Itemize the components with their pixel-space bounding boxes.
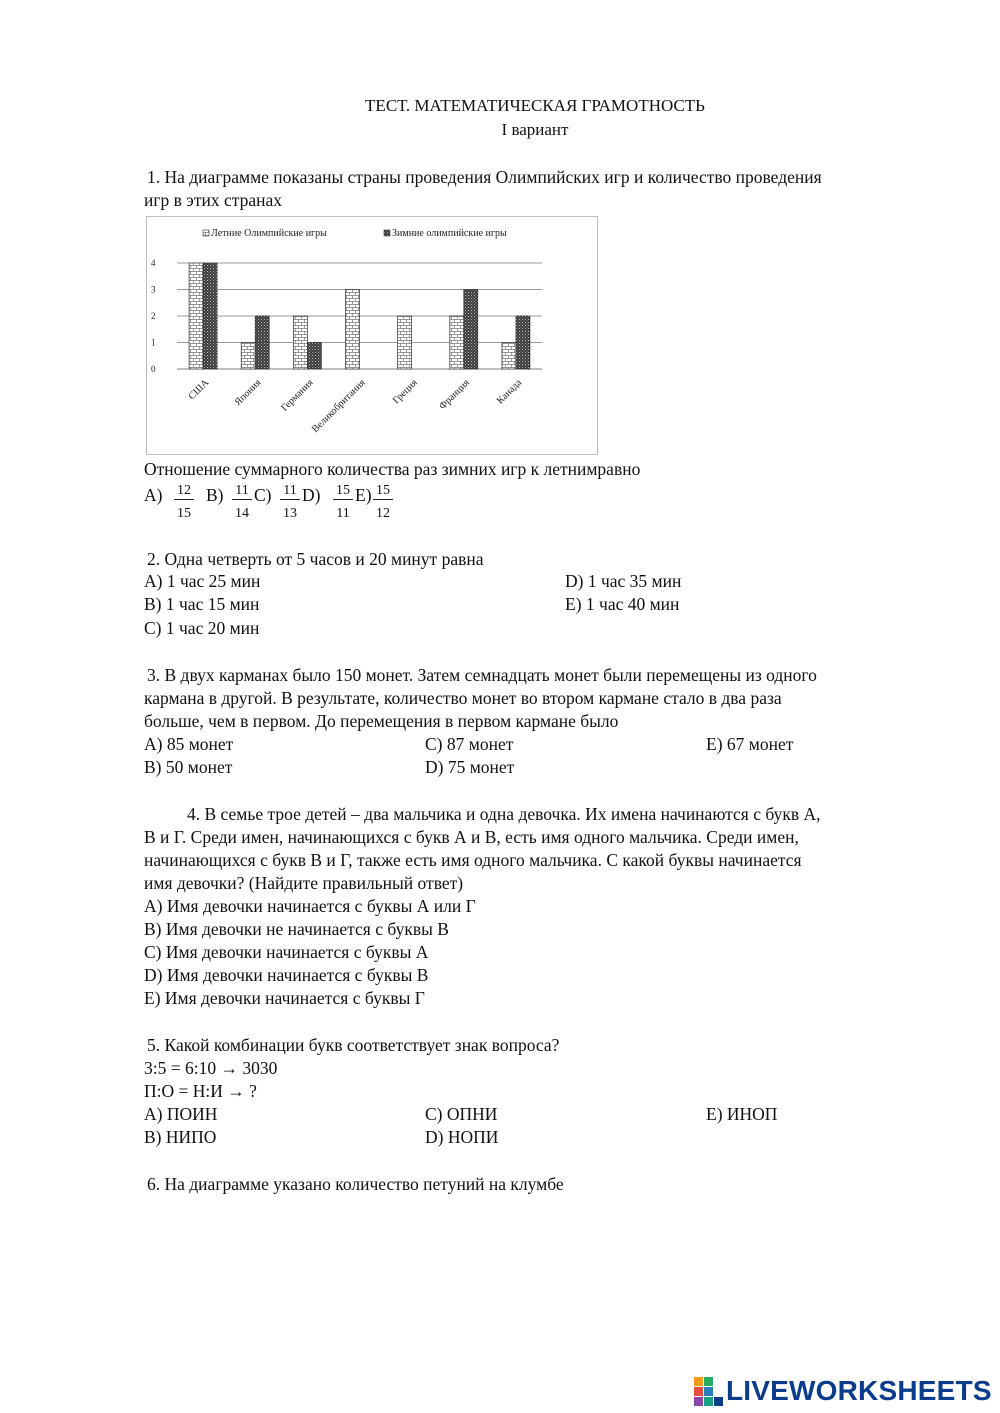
q3-option-b[interactable]: B) 50 монет: [144, 757, 233, 777]
q3-line2: кармана в другой. В результате, количество монет во втором кармане стало в два раза: [144, 688, 782, 708]
q1-option-b-den: 14: [235, 506, 249, 521]
q1-option-e-label: E): [355, 485, 372, 505]
q6-text: 6. На диаграмме указано количество петуний на клумбе: [147, 1174, 564, 1194]
q4-line1: 4. В семье трое детей – два мальчика и одна девочка. Их имена начинаются с букв А,: [187, 804, 821, 824]
q1-option-a-den: 15: [177, 506, 191, 521]
y-tick-label: 0: [151, 364, 156, 374]
q1-option-d-num: 15: [333, 483, 353, 500]
q2-option-d[interactable]: D) 1 час 35 мин: [565, 571, 682, 591]
y-tick-label: 4: [151, 258, 156, 268]
q4-option-b[interactable]: B) Имя девочки не начинается с буквы В: [144, 919, 449, 939]
bar-summer: [241, 343, 255, 370]
q1-option-b-fraction[interactable]: [232, 483, 252, 522]
q3-option-d[interactable]: D) 75 монет: [425, 757, 515, 777]
q4-line4: имя девочки? (Найдите правильный ответ): [144, 873, 464, 893]
bar-winter: [516, 316, 530, 369]
x-tick-label: Германия: [279, 377, 316, 414]
bar-winter: [255, 316, 269, 369]
q5-option-a[interactable]: A) ПОИН: [144, 1104, 218, 1124]
x-tick-label: Греция: [390, 377, 420, 407]
page-title: ТЕСТ. МАТЕМАТИЧЕСКАЯ ГРАМОТНОСТЬ: [365, 96, 705, 115]
y-tick-label: 3: [151, 284, 156, 295]
q1-option-c-num: 11: [280, 483, 300, 500]
q1-option-e-num: 15: [373, 483, 393, 500]
q1-option-e-den: 12: [376, 506, 390, 521]
q1-option-d-fraction[interactable]: [333, 483, 353, 522]
q3-option-c[interactable]: C) 87 монет: [425, 734, 514, 754]
x-tick-label: Япония: [232, 377, 264, 408]
x-tick-label: Канада: [494, 377, 525, 407]
legend-label: Летние Олимпийские игры: [211, 228, 327, 239]
chart-svg: [147, 217, 597, 454]
q1-option-c-fraction[interactable]: [280, 483, 300, 522]
q2-option-a[interactable]: A) 1 час 25 мин: [144, 571, 261, 591]
q1-option-c-label: C): [254, 485, 272, 505]
chart-x-labels: [186, 377, 524, 435]
q5-example: 3:5 = 6:10 → 3030: [144, 1058, 278, 1078]
q5-puzzle: П:О = Н:И → ?: [144, 1081, 257, 1101]
q1-text-line2: игр в этих странах: [144, 190, 282, 210]
x-tick-label: Франция: [437, 377, 472, 412]
y-tick-label: 2: [151, 311, 156, 321]
q5-option-b[interactable]: B) НИПО: [144, 1127, 217, 1147]
q4-option-e[interactable]: E) Имя девочки начинается с буквы Г: [144, 988, 425, 1008]
q3-option-e[interactable]: E) 67 монет: [706, 734, 794, 754]
olympics-bar-chart: [146, 216, 598, 455]
q1-question: Отношение суммарного количества раз зимних игр к летнимравно: [144, 459, 641, 479]
bar-summer: [502, 343, 516, 370]
q4-option-c[interactable]: C) Имя девочки начинается с буквы А: [144, 942, 429, 962]
legend-label: Зимние олимпийские игры: [392, 228, 507, 239]
q4-line3: начинающихся с букв В и Г, также есть имя одного мальчика. С какой буквы начинается: [144, 850, 802, 870]
bar-winter: [203, 263, 217, 369]
q1-option-d-label: D): [302, 485, 321, 505]
q4-option-a[interactable]: A) Имя девочки начинается с буквы А или Г: [144, 896, 476, 916]
q3-option-a[interactable]: A) 85 монет: [144, 734, 234, 754]
chart-legend: [203, 228, 507, 239]
liveworksheets-logo-icon: [694, 1377, 724, 1411]
q1-text-line1: 1. На диаграмме показаны страны проведения Олимпийских игр и количество проведения: [147, 167, 822, 187]
variant-label: I вариант: [501, 120, 569, 139]
q2-text: 2. Одна четверть от 5 часов и 20 минут равна: [147, 549, 484, 569]
q4-line2: В и Г. Среди имен, начинающихся с букв А и В, есть имя одного мальчика. Среди имен,: [144, 827, 799, 847]
legend-swatch: [203, 230, 209, 236]
q2-option-e[interactable]: E) 1 час 40 мин: [565, 594, 680, 614]
q5-option-e[interactable]: E) ИНОП: [706, 1104, 778, 1124]
bar-summer: [293, 316, 307, 369]
q1-option-e-fraction[interactable]: [373, 483, 393, 522]
q1-option-a-label: A): [144, 485, 163, 505]
q4-option-d[interactable]: D) Имя девочки начинается с буквы В: [144, 965, 429, 985]
chart-y-ticks: [151, 258, 156, 374]
q3-line3: больше, чем в первом. До перемещения в первом кармане было: [144, 711, 619, 731]
q2-option-c[interactable]: C) 1 час 20 мин: [144, 618, 260, 638]
bar-summer: [346, 290, 360, 370]
x-tick-label: Великобритания: [310, 377, 368, 435]
q2-option-b[interactable]: B) 1 час 15 мин: [144, 594, 260, 614]
q5-option-d[interactable]: D) НОПИ: [425, 1127, 499, 1147]
q1-option-a-num: 12: [174, 483, 194, 500]
q3-line1: 3. В двух карманах было 150 монет. Затем семнадцать монет были перемещены из одного: [147, 665, 817, 685]
q1-option-b-label: B): [206, 485, 224, 505]
q1-option-d-den: 11: [336, 506, 350, 521]
bar-summer: [450, 316, 464, 369]
bar-summer: [189, 263, 203, 369]
q1-option-b-num: 11: [232, 483, 252, 500]
x-tick-label: США: [186, 377, 212, 403]
legend-swatch: [384, 230, 390, 236]
q5-option-c[interactable]: C) ОПНИ: [425, 1104, 498, 1124]
q1-option-c-den: 13: [283, 506, 297, 521]
liveworksheets-logo-text: LIVEWORKSHEETS: [726, 1375, 992, 1406]
q1-option-a-fraction[interactable]: [174, 483, 194, 522]
y-tick-label: 1: [151, 337, 156, 348]
bar-winter: [464, 290, 478, 370]
bar-summer: [398, 316, 412, 369]
bar-winter: [307, 343, 321, 370]
q5-text: 5. Какой комбинации букв соответствует знак вопроса?: [147, 1035, 560, 1055]
liveworksheets-logo[interactable]: [694, 1373, 994, 1413]
